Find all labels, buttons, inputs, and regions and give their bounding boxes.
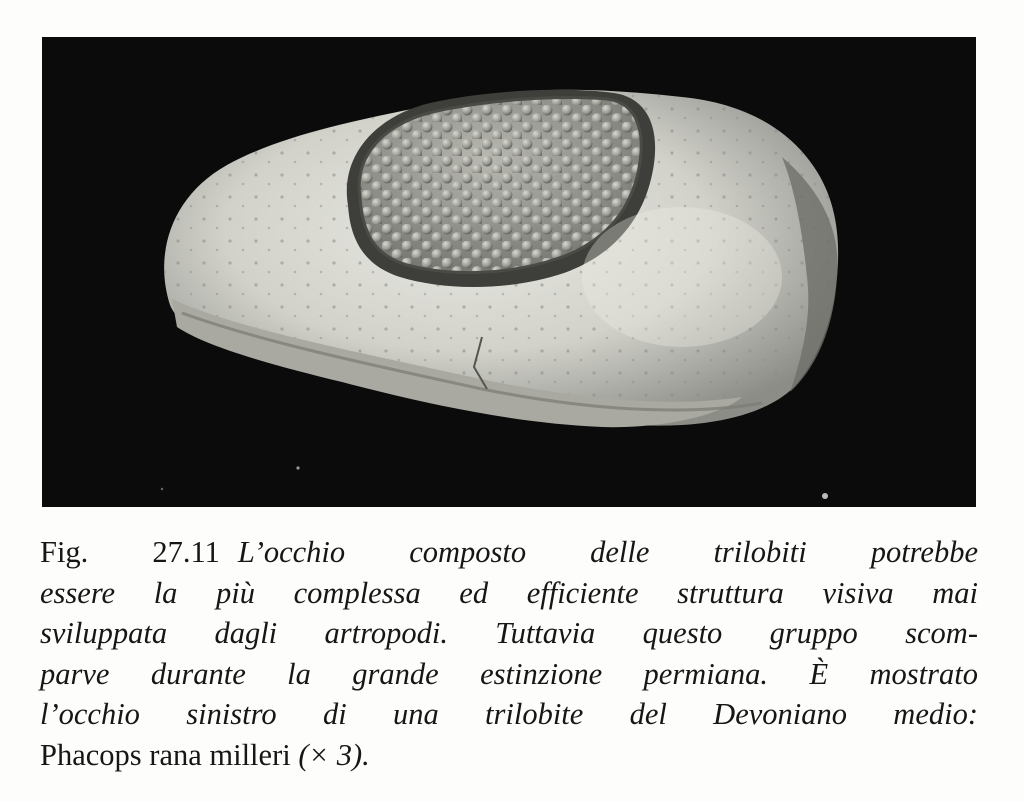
trilobite-eye-photo [42, 37, 976, 507]
figure-caption [40, 532, 978, 775]
species-name: Phacops rana milleri [40, 737, 291, 772]
caption-line-5: l’occhio sinistro di una trilobite del Devoniano medio: [40, 697, 978, 731]
figure-label: Fig. 27.11 [40, 535, 220, 569]
caption-line-4: parve durante la grande estinzione permiana. È mostrato [40, 656, 978, 691]
caption-line-1 [40, 532, 978, 573]
caption-line-6 [40, 735, 978, 776]
caption-text: L’occhio composto delle trilobiti potrebbe [237, 535, 978, 569]
magnification: (× 3). [298, 737, 370, 772]
caption-line-3: sviluppata dagli artropodi. Tuttavia questo gruppo scom- [40, 616, 978, 650]
caption-line-2: essere la più complessa ed efficiente struttura visiva mai [40, 575, 978, 610]
trilobite-photo-drawing [42, 37, 976, 507]
